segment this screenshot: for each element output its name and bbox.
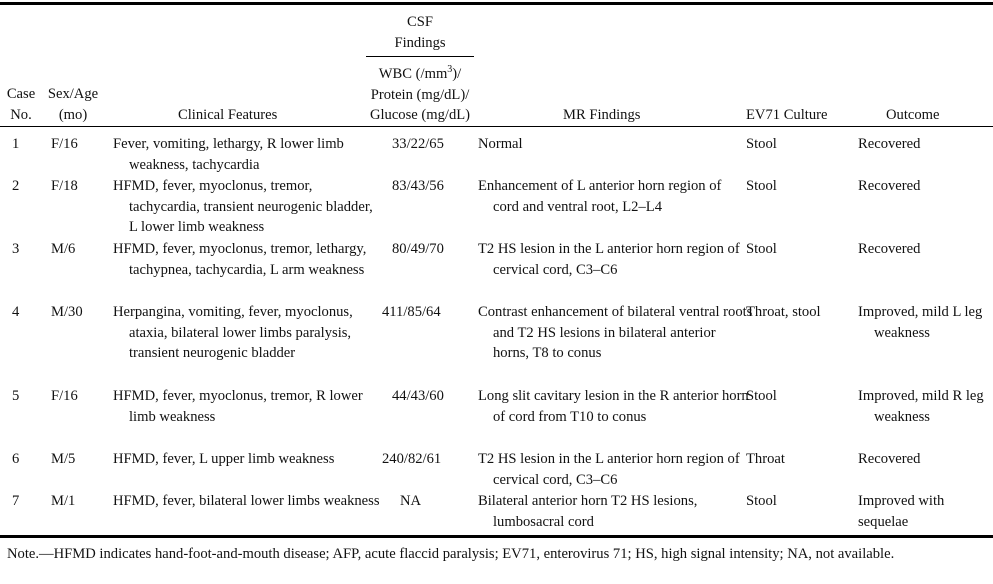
cell-culture: Throat, stool	[746, 304, 821, 320]
table-top-rule	[0, 2, 993, 5]
cell-outcome: Improved, mild R leg weakness	[858, 388, 984, 425]
cell-case: 3	[12, 241, 20, 257]
cell-clinical: HFMD, fever, L upper limb weakness	[113, 451, 335, 467]
cell-sex-age: M/5	[51, 451, 76, 467]
cell-case: 2	[12, 178, 20, 194]
cell-mr: Enhancement of L anterior horn region of cord and ventral root, L2–L4	[478, 178, 722, 215]
cell-outcome: Recovered	[858, 241, 921, 257]
cell-sex-age: F/16	[51, 136, 78, 152]
cell-culture: Throat	[746, 451, 785, 467]
cell-case: 6	[12, 451, 20, 467]
cell-sex-age: M/1	[51, 493, 76, 509]
cell-mr: T2 HS lesion in the L anterior horn region of cervical cord, C3–C6	[478, 451, 740, 488]
cell-csf: 240/82/61	[382, 451, 442, 467]
cell-outcome: Recovered	[858, 178, 921, 194]
cell-csf: 33/22/65	[392, 136, 444, 152]
cell-case: 4	[12, 304, 20, 320]
header-csf-findings: CSF Findings	[394, 14, 446, 51]
cell-culture: Stool	[746, 388, 777, 404]
cell-mr: Bilateral anterior horn T2 HS lesions, lumbosacral cord	[478, 493, 698, 530]
cell-sex-age: F/18	[51, 178, 78, 194]
header-clinical-features: Clinical Features	[178, 107, 278, 123]
cell-mr: T2 HS lesion in the L anterior horn region of cervical cord, C3–C6	[478, 241, 740, 278]
cell-csf: 44/43/60	[392, 388, 444, 404]
header-bottom-rule	[0, 126, 993, 127]
cell-case: 1	[12, 136, 20, 152]
cell-clinical: HFMD, fever, myoclonus, tremor, tachycardia, transient neurogenic bladder, L lower limb weakness	[113, 178, 373, 236]
cell-clinical: HFMD, fever, bilateral lower limbs weakness	[113, 493, 380, 509]
cell-outcome: Improved with sequelae	[858, 493, 945, 530]
cell-mr: Normal	[478, 136, 523, 152]
cell-case: 5	[12, 388, 20, 404]
cell-mr: Long slit cavitary lesion in the R anterior horn of cord from T10 to conus	[478, 388, 749, 425]
cell-clinical: HFMD, fever, myoclonus, tremor, lethargy, tachypnea, tachycardia, L arm weakness	[113, 241, 367, 278]
cell-csf: NA	[400, 493, 422, 509]
header-outcome: Outcome	[886, 107, 940, 123]
cell-clinical: Fever, vomiting, lethargy, R lower limb weakness, tachycardia	[113, 136, 344, 173]
header-sex-age: Sex/Age (mo)	[47, 86, 99, 123]
cell-culture: Stool	[746, 493, 777, 509]
cell-mr: Contrast enhancement of bilateral ventral roots and T2 HS lesions in bilateral anterior horns, T8 to conus	[478, 304, 753, 362]
table-bottom-rule	[0, 535, 993, 538]
header-case-no: Case No.	[6, 86, 36, 123]
cell-csf: 80/49/70	[392, 241, 444, 257]
header-mr-findings: MR Findings	[563, 107, 641, 123]
table-footnote: Note.—HFMD indicates hand-foot-and-mouth disease; AFP, acute flaccid paralysis; EV71, enterovirus 71; HS, high signal intensity; NA, not available.	[7, 546, 895, 562]
header-csf-subheader: WBC $(/mm^3)/$ Protein (mg/dL)/ Glucose (mg/dL)	[369, 64, 471, 124]
cell-sex-age: M/30	[51, 304, 83, 320]
cell-csf: 83/43/56	[392, 178, 444, 194]
cell-case: 7	[12, 493, 20, 509]
cell-clinical: HFMD, fever, myoclonus, tremor, R lower limb weakness	[113, 388, 363, 425]
cell-culture: Stool	[746, 178, 777, 194]
cell-culture: Stool	[746, 241, 777, 257]
header-ev71-culture: EV71 Culture	[746, 107, 828, 123]
cell-csf: 411/85/64	[382, 304, 441, 320]
cell-sex-age: M/6	[51, 241, 76, 257]
cell-outcome: Recovered	[858, 451, 921, 467]
cell-sex-age: F/16	[51, 388, 78, 404]
cell-clinical: Herpangina, vomiting, fever, myoclonus, ataxia, bilateral lower limbs paralysis, transient neurogenic bladder	[113, 304, 353, 362]
cell-outcome: Recovered	[858, 136, 921, 152]
cell-outcome: Improved, mild L leg weakness	[858, 304, 983, 341]
cell-culture: Stool	[746, 136, 777, 152]
csf-group-rule	[366, 56, 474, 57]
